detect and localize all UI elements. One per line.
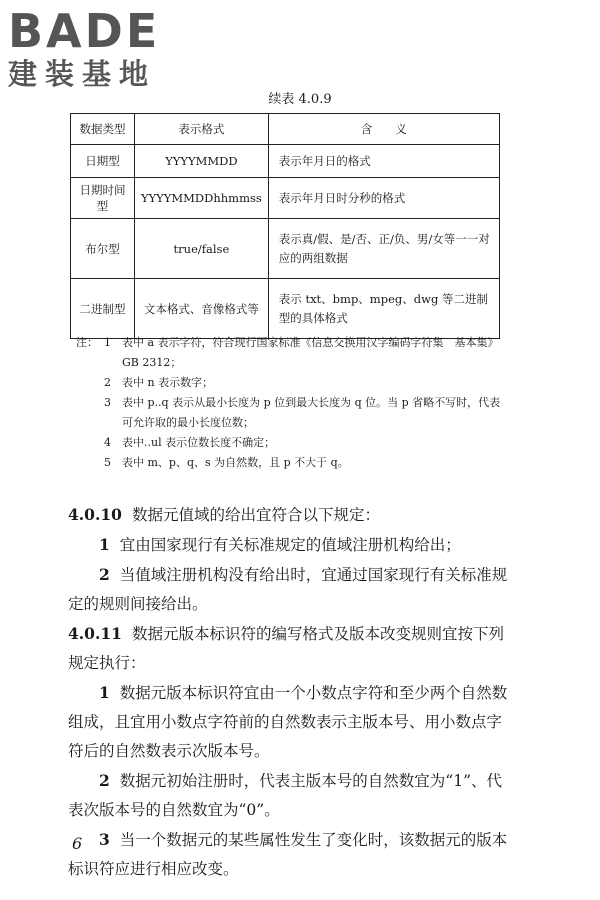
section-number: 4.0.11 bbox=[68, 624, 122, 643]
header-format: 表示格式 bbox=[135, 114, 269, 145]
note-item bbox=[76, 453, 506, 473]
cell-format: 文本格式、音像格式等 bbox=[135, 279, 269, 339]
section-heading bbox=[68, 500, 508, 530]
section-title: 数据元值域的给出宜符合以下规定： bbox=[131, 506, 380, 524]
table-row bbox=[71, 145, 500, 178]
cell-meaning: 表示年月日时分秒的格式 bbox=[268, 178, 499, 219]
body-text bbox=[68, 500, 508, 884]
section-heading bbox=[68, 619, 508, 678]
clause-number: 3 bbox=[99, 830, 110, 849]
table-row bbox=[71, 178, 500, 219]
logo-subtitle: 建装基地 bbox=[8, 57, 157, 91]
note-text: 表中 p..q 表示从最小长度为 p 位到最大长度为 q 位。当 p 省略不写时，代表可允许取的最小长度位数； bbox=[122, 396, 501, 429]
clause-text: 当一个数据元的某些属性发生了变化时，该数据元的版本标识符应进行相应改变。 bbox=[68, 831, 508, 878]
note-number: 5 bbox=[104, 456, 111, 469]
clause-text: 数据元初始注册时，代表主版本号的自然数宜为“1”、代表次版本号的自然数宜为“0”。 bbox=[68, 772, 503, 819]
clause bbox=[68, 825, 508, 884]
note-text: 表中 n 表示数字； bbox=[122, 376, 214, 389]
table-header-row bbox=[71, 114, 500, 145]
header-meaning: 含 义 bbox=[268, 114, 499, 145]
clause bbox=[68, 678, 508, 766]
clause bbox=[68, 560, 508, 619]
notes-lead: 注： bbox=[76, 336, 98, 349]
clause-text: 宜由国家现行有关标准规定的值域注册机构给出； bbox=[119, 536, 461, 554]
clause-number: 2 bbox=[99, 771, 110, 790]
note-number: 4 bbox=[104, 436, 111, 449]
cell-format: YYYYMMDD bbox=[135, 145, 269, 178]
note-number: 3 bbox=[104, 396, 111, 409]
cell-meaning: 表示年月日的格式 bbox=[268, 145, 499, 178]
logo-brand: BADE bbox=[8, 4, 161, 58]
clause-text: 当值域注册机构没有给出时，宜通过国家现行有关标准规定的规则间接给出。 bbox=[68, 566, 508, 613]
cell-format: YYYYMMDDhhmmss bbox=[135, 178, 269, 219]
table-caption: 续表 4.0.9 bbox=[268, 92, 332, 107]
cell-meaning: 表示 txt、bmp、mpeg、dwg 等二进制型的具体格式 bbox=[268, 279, 499, 339]
section-title: 数据元版本标识符的编写格式及版本改变规则宜按下列规定执行： bbox=[68, 625, 504, 672]
note-item bbox=[76, 393, 506, 433]
note-text: 表中..ul 表示位数长度不确定； bbox=[122, 436, 276, 449]
cell-format: true/false bbox=[135, 219, 269, 279]
table-row bbox=[71, 219, 500, 279]
header-type: 数据类型 bbox=[71, 114, 135, 145]
cell-type: 日期型 bbox=[71, 145, 135, 178]
note-number: 2 bbox=[104, 376, 111, 389]
note-number: 1 bbox=[104, 336, 111, 349]
cell-type: 布尔型 bbox=[71, 219, 135, 279]
cell-type: 二进制型 bbox=[71, 279, 135, 339]
page-number: 6 bbox=[72, 834, 83, 853]
note-item bbox=[76, 433, 506, 453]
clause-number: 1 bbox=[99, 535, 110, 554]
site-logo bbox=[8, 6, 160, 92]
table-notes bbox=[76, 333, 506, 473]
note-item bbox=[76, 333, 506, 373]
clause-number: 1 bbox=[99, 683, 110, 702]
note-item bbox=[76, 373, 506, 393]
note-text: 表中 m、p、q、s 为自然数，且 p 不大于 q。 bbox=[122, 456, 349, 469]
cell-meaning: 表示真/假、是/否、正/负、男/女等一一对应的两组数据 bbox=[268, 219, 499, 279]
clause-number: 2 bbox=[99, 565, 110, 584]
note-text: 表中 a 表示字符，符合现行国家标准《信息交换用汉字编码字符集 基本集》GB 2312； bbox=[122, 336, 499, 369]
table-row bbox=[71, 279, 500, 339]
data-type-table bbox=[70, 113, 500, 339]
cell-type: 日期时间型 bbox=[71, 178, 135, 219]
clause bbox=[68, 766, 508, 825]
clause bbox=[68, 530, 508, 560]
clause-text: 数据元版本标识符宜由一个小数点字符和至少两个自然数组成，且宜用小数点字符前的自然数表示主版本号、用小数点字符后的自然数表示次版本号。 bbox=[68, 684, 508, 760]
section-number: 4.0.10 bbox=[68, 505, 122, 524]
